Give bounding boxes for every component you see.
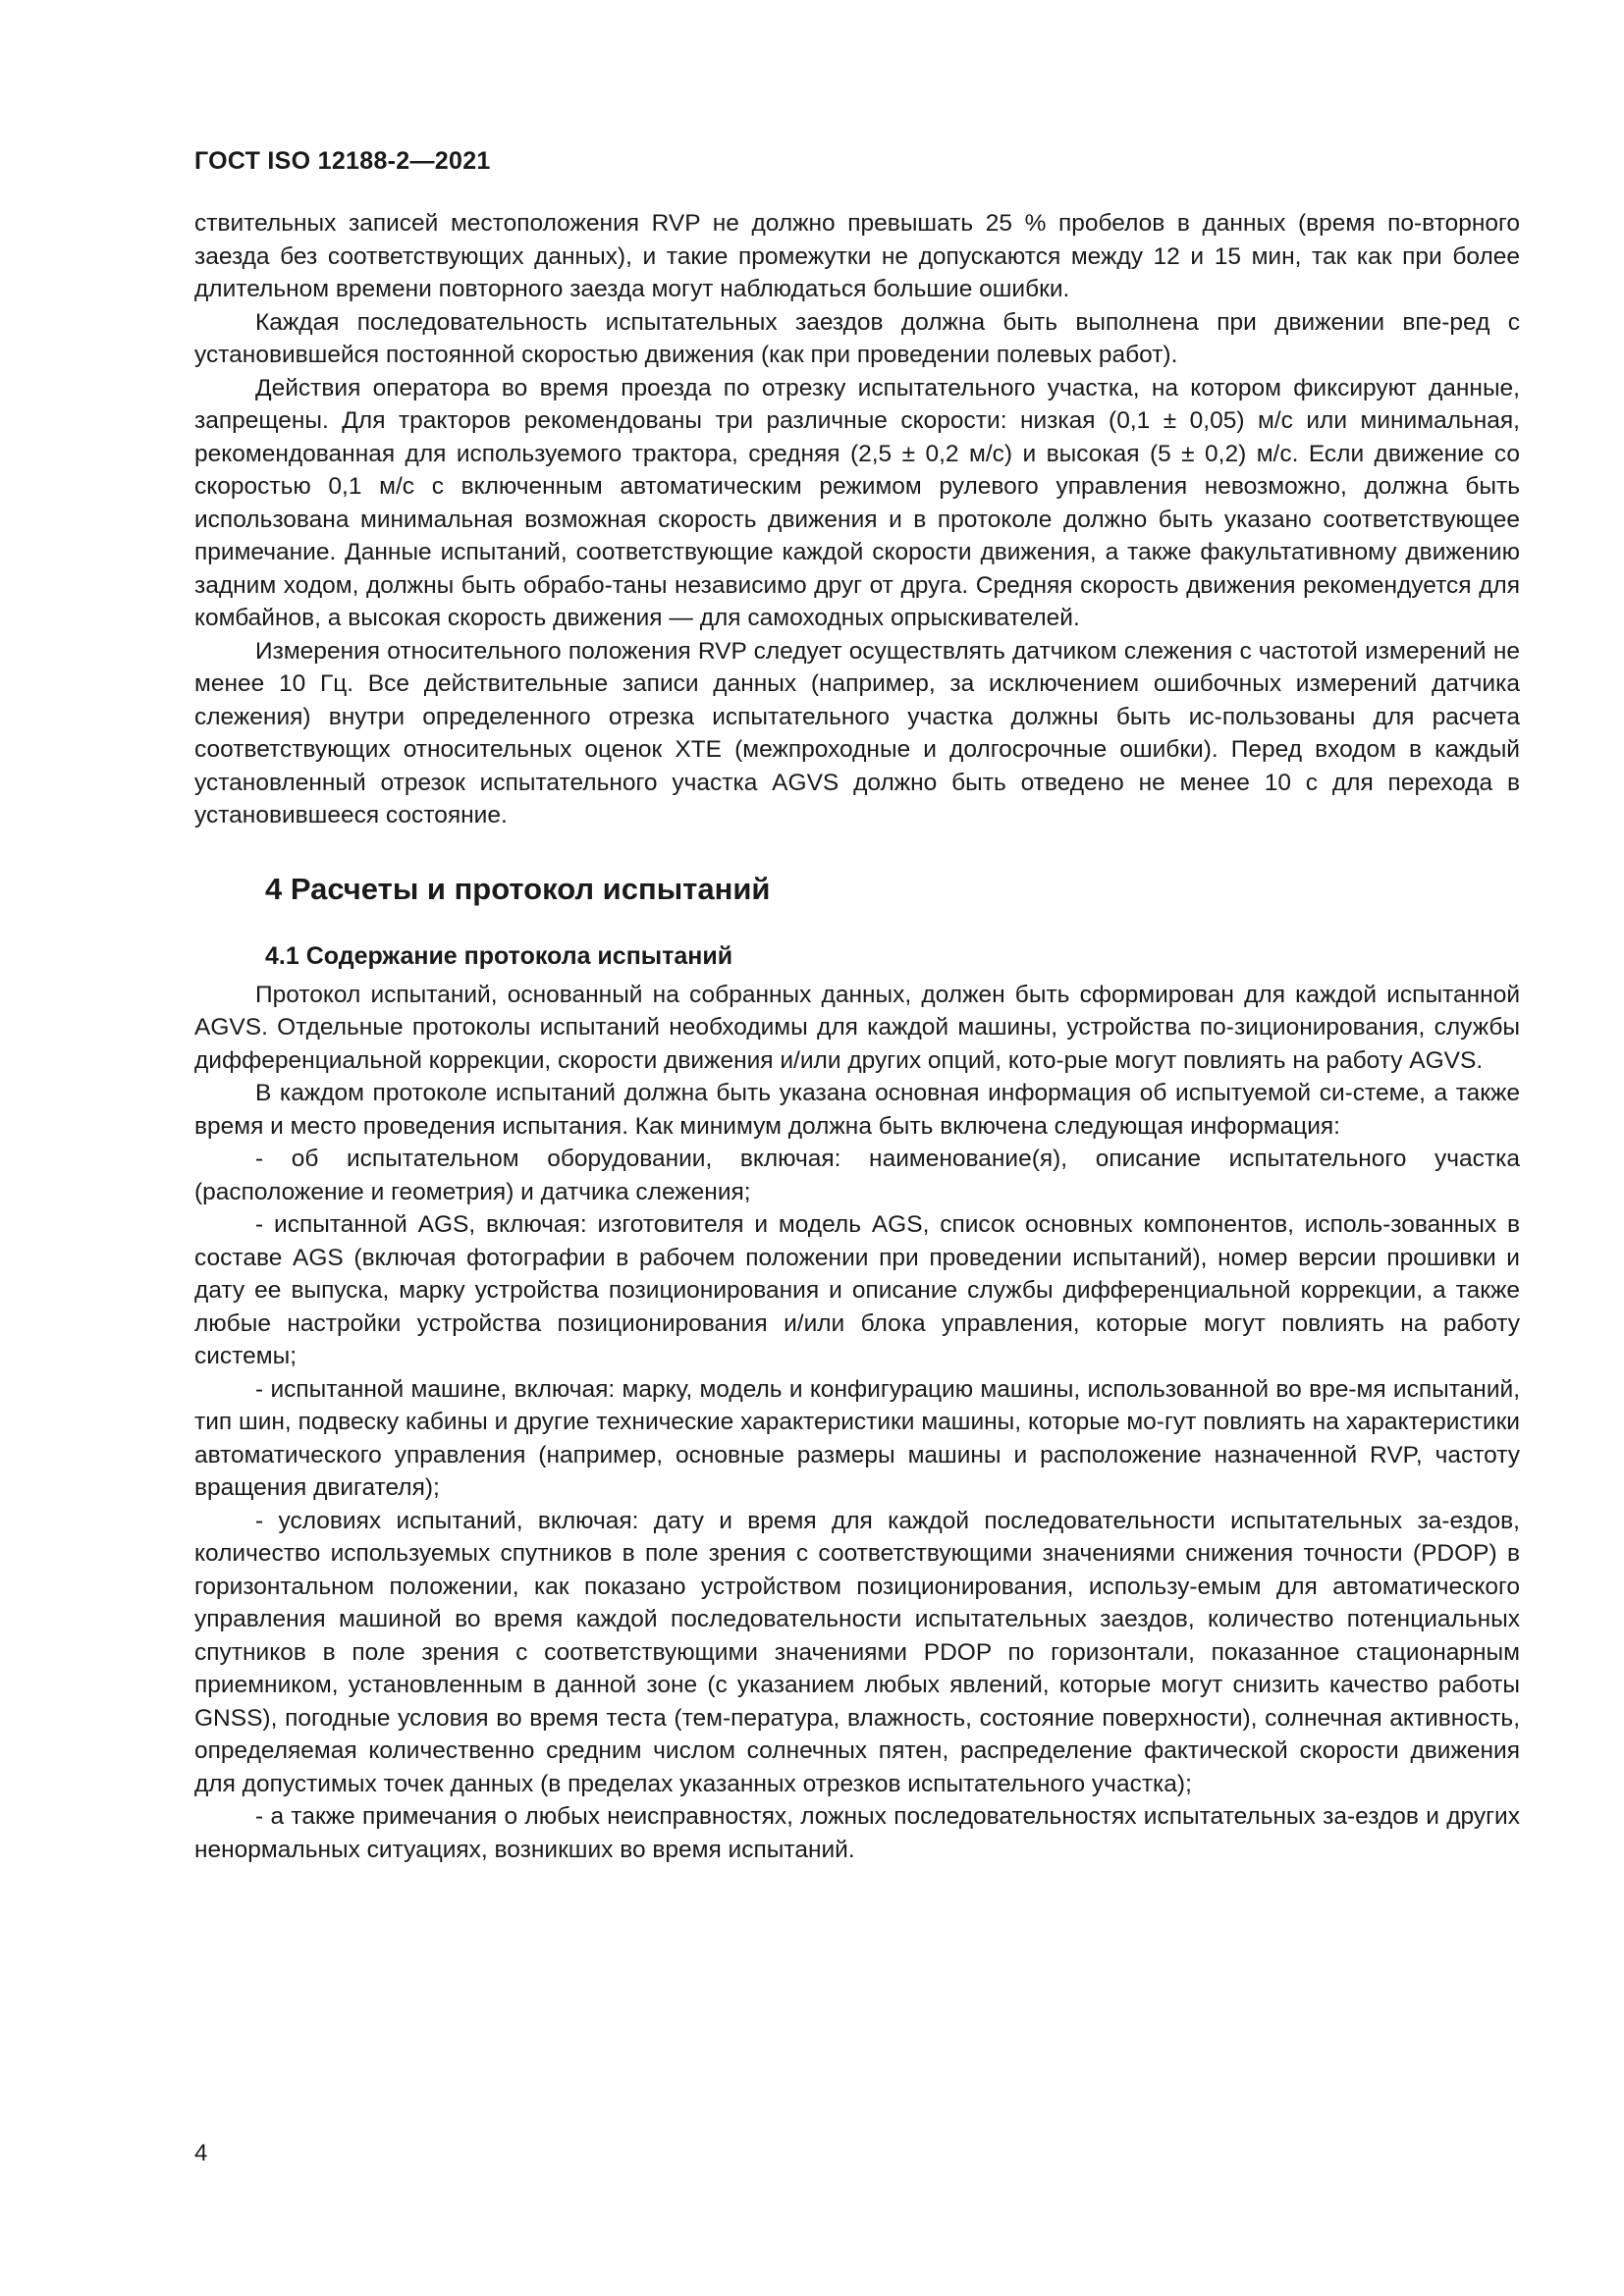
body-top (194, 207, 1520, 832)
paragraph: Действия оператора во время проезда по отрезку испытательного участка, на котором фиксируют данные, запрещены. Для тракторов рекомендованы три различные скорости: низкая (0,1 ± 0,05) м/с или минимальная, рекомендованная для используемого трактора, средняя (2,5 ± 0,2 м/с) и высокая (5 ± 0,2) м/с. Если движение со скоростью 0,1 м/с с включенным автоматическим режимом рулевого управления невозможно, должна быть использована минимальная возможная скорость движения и в протоколе должно быть указано соответствующее примечание. Данные испытаний, соответствующие каждой скорости движения, а также факультативному движению задним ходом, должны быть обрабо-таны независимо друг от друга. Средняя скорость движения рекомендуется для комбайнов, а высокая скорость движения — для самоходных опрыскивателей. (194, 374, 1520, 631)
paragraph: Каждая последовательность испытательных заездов должна быть выполнена при движении впе-ред с установившейся постоянной скоростью движения (как при проведении полевых работ). (194, 308, 1520, 368)
paragraph: В каждом протоколе испытаний должна быть указана основная информация об испытуемой си-стеме, а также время и место проведения испытания. Как минимум должна быть включена следующая информация: (194, 1080, 1520, 1140)
document-page (194, 147, 1520, 1866)
list-item: - об испытательном оборудовании, включая: наименование(я), описание испытательного участка (расположение и геометрия) и датчика слежения; (194, 1146, 1520, 1205)
list-item: - условиях испытаний, включая: дату и время для каждой последовательности испытательных за-ездов, количество используемых спутников в поле зрения с соответствующими значениями снижения точности (PDOP) в горизонтальном положении, как показано устройством позиционирования, использу-емым для автоматического управления машиной во время каждой последовательности испытательных заездов, количество потенциальных спутников в поле зрения с соответствующими значениями PDOP по горизонтали, показанное стационарным приемником, установленным в данной зоне (с указанием любых явлений, которые могут снизить качество работы GNSS), погодные условия во время теста (тем-пература, влажность, состояние поверхности), солнечная активность, определяемая количественно средним числом солнечных пятен, распределение фактической скорости движения для допустимых точек данных (в пределах указанных отрезков испытательного участка); (194, 1507, 1520, 1797)
paragraph: Протокол испытаний, основанный на собранных данных, должен быть сформирован для каждой испытанной AGVS. Отдельные протоколы испытаний необходимы для каждой машины, устройства по-зиционирования, службы дифференциальной коррекции, скорости движения и/или других опций, кото-рые могут повлиять на работу AGVS. (194, 981, 1520, 1074)
paragraph: Измерения относительного положения RVP следует осуществлять датчиком слежения с частотой измерений не менее 10 Гц. Все действительные записи данных (например, за исключением ошибочных измерений датчика слежения) внутри определенного отрезка испытательного участка должны быть ис-пользованы для расчета соответствующих относительных оценок XTE (межпроходные и долгосрочные ошибки). Перед входом в каждый установленный отрезок испытательного участка AGVS должно быть отведено не менее 10 с для перехода в установившееся состояние. (194, 637, 1520, 828)
info-list (194, 1143, 1520, 1866)
list-item: - испытанной AGS, включая: изготовителя и модель AGS, список основных компонентов, исполь-зованных в составе AGS (включая фотографии в рабочем положении при проведении испытаний), номер версии прошивки и дату ее выпуска, марку устройства позиционирования и описание службы дифференциальной коррекции, а также любые настройки устройства позиционирования и/или блока управления, которые могут повлиять на работу системы; (194, 1211, 1520, 1369)
paragraph: ствительных записей местоположения RVP не должно превышать 25 % пробелов в данных (время по-вторного заезда без соответствующих данных), и такие промежутки не допускаются между 12 и 15 мин, так как при более длительном времени повторного заезда могут наблюдаться большие ошибки. (194, 210, 1520, 302)
document-code-header: ГОСТ ISO 12188-2—2021 (194, 147, 491, 175)
list-item: - а также примечания о любых неисправностях, ложных последовательностях испытательных за-ездов и других ненормальных ситуациях, возникших во время испытаний. (194, 1803, 1520, 1863)
page-number: 4 (194, 2140, 208, 2166)
list-item: - испытанной машине, включая: марку, модель и конфигурацию машины, использованной во вре-мя испытаний, тип шин, подвеску кабины и другие технические характеристики машины, которые мо-гут повлиять на характеристики автоматического управления (например, основные размеры машины и расположение назначенной RVP, частоту вращения двигателя); (194, 1375, 1520, 1501)
subsection-heading: 4.1 Содержание протокола испытаний (265, 941, 733, 970)
section-heading: 4 Расчеты и протокол испытаний (265, 871, 771, 906)
section-body (194, 979, 1520, 1144)
